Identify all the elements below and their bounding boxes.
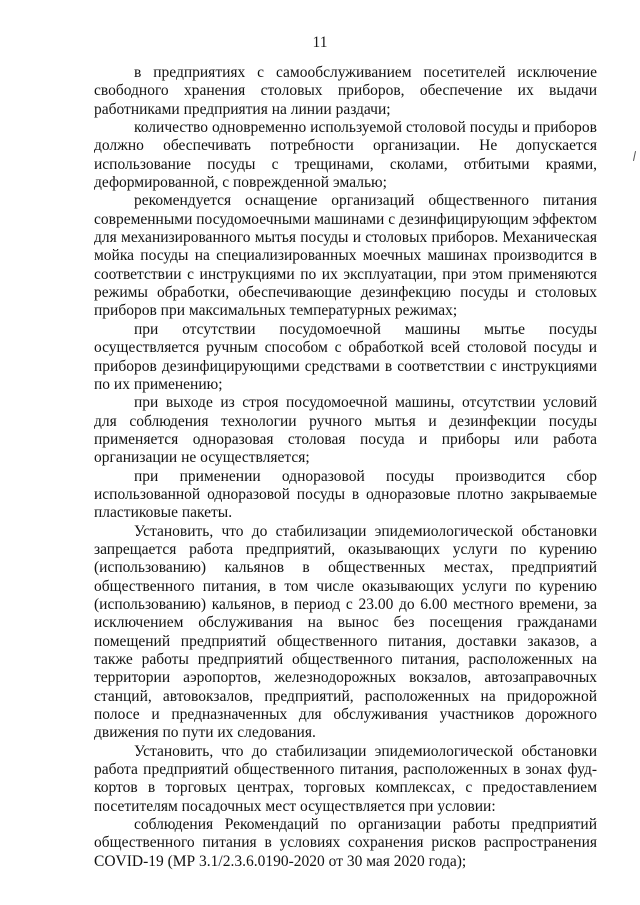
paragraph-dishwasher-failure: при выходе из строя посудомоечной машины, отсутствии условий для соблюдения технологии ручного мытья и дезинфекции посуды применяется одноразовая столовая посуда и приборы или работа организации не осуществляется; bbox=[94, 394, 597, 467]
paragraph-self-service-cutlery: в предприятиях с самообслуживанием посетителей исключение свободного хранения столовых приборов, обеспечение их выдачи работниками предприятия на линии раздачи; bbox=[94, 64, 597, 118]
paragraph-tableware-quantity: количество одновременно используемой столовой посуды и приборов должно обеспечивать потребности организации. Не допускается использование посуды с трещинами, сколами, отбитыми краями, деформированной, с поврежденной эмалью; bbox=[94, 119, 597, 192]
paragraph-hookah-restriction: Установить, что до стабилизации эпидемиологической обстановки запрещается работа предприятий, оказывающих услуги по курению (использованию) кальянов в общественных местах, предприятий общественного питания, в том числе оказывающих услуги по курению (использованию) кальянов, в период с 23.00 до 6.00 местного времени, за исключением обслуживания на вынос без посещения гражданами помещений предприятий общественного питания, доставки заказов, а также работы предприятий общественного питания, расположенных на территории аэропортов, железнодорожных вокзалов, автозаправочных станций, автовокзалов, предприятий, расположенных на придорожной полосе и предназначенных для обслуживания участников дорожного движения по пути их следования. bbox=[94, 522, 597, 742]
paragraph-dishwasher-recommendation: рекомендуется оснащение организаций общественного питания современными посудомоечными машинами с дезинфицирующим эффектом для механизированного мытья посуды и столовых приборов. Механическая мойка посуды на специализированных моечных машинах производится в соответствии с инструкциями по их эксплуатации, при этом применяются режимы обработки, обеспечивающие дезинфекцию посуды и столовых приборов при максимальных температурных режимах; bbox=[94, 192, 597, 320]
paragraph-disposable-collection: при применении одноразовой посуды производится сбор использованной одноразовой посуды в одноразовые плотно закрываемые пластиковые пакеты. bbox=[94, 467, 597, 522]
margin-pen-mark bbox=[633, 151, 636, 161]
page-number: 11 bbox=[312, 34, 328, 51]
paragraph-covid-recommendations: соблюдения Рекомендаций по организации работы предприятий общественного питания в условиях сохранения рисков распространения COVID-19 (МР 3.1/2.3.6.0190-2020 от 30 мая 2020 года); bbox=[94, 816, 597, 870]
document-body bbox=[94, 64, 597, 871]
paragraph-manual-washing: при отсутствии посудомоечной машины мытье посуды осуществляется ручным способом с обработкой всей столовой посуды и приборов дезинфицирующими средствами в соответствии с инструкциями по их применению; bbox=[94, 320, 597, 393]
paragraph-food-court-conditions: Установить, что до стабилизации эпидемиологической обстановки работа предприятий общественного питания, расположенных в зонах фуд-кортов в торговых центрах, торговых комплексах, с предоставлением посетителям посадочных мест осуществляется при условии: bbox=[94, 742, 597, 815]
